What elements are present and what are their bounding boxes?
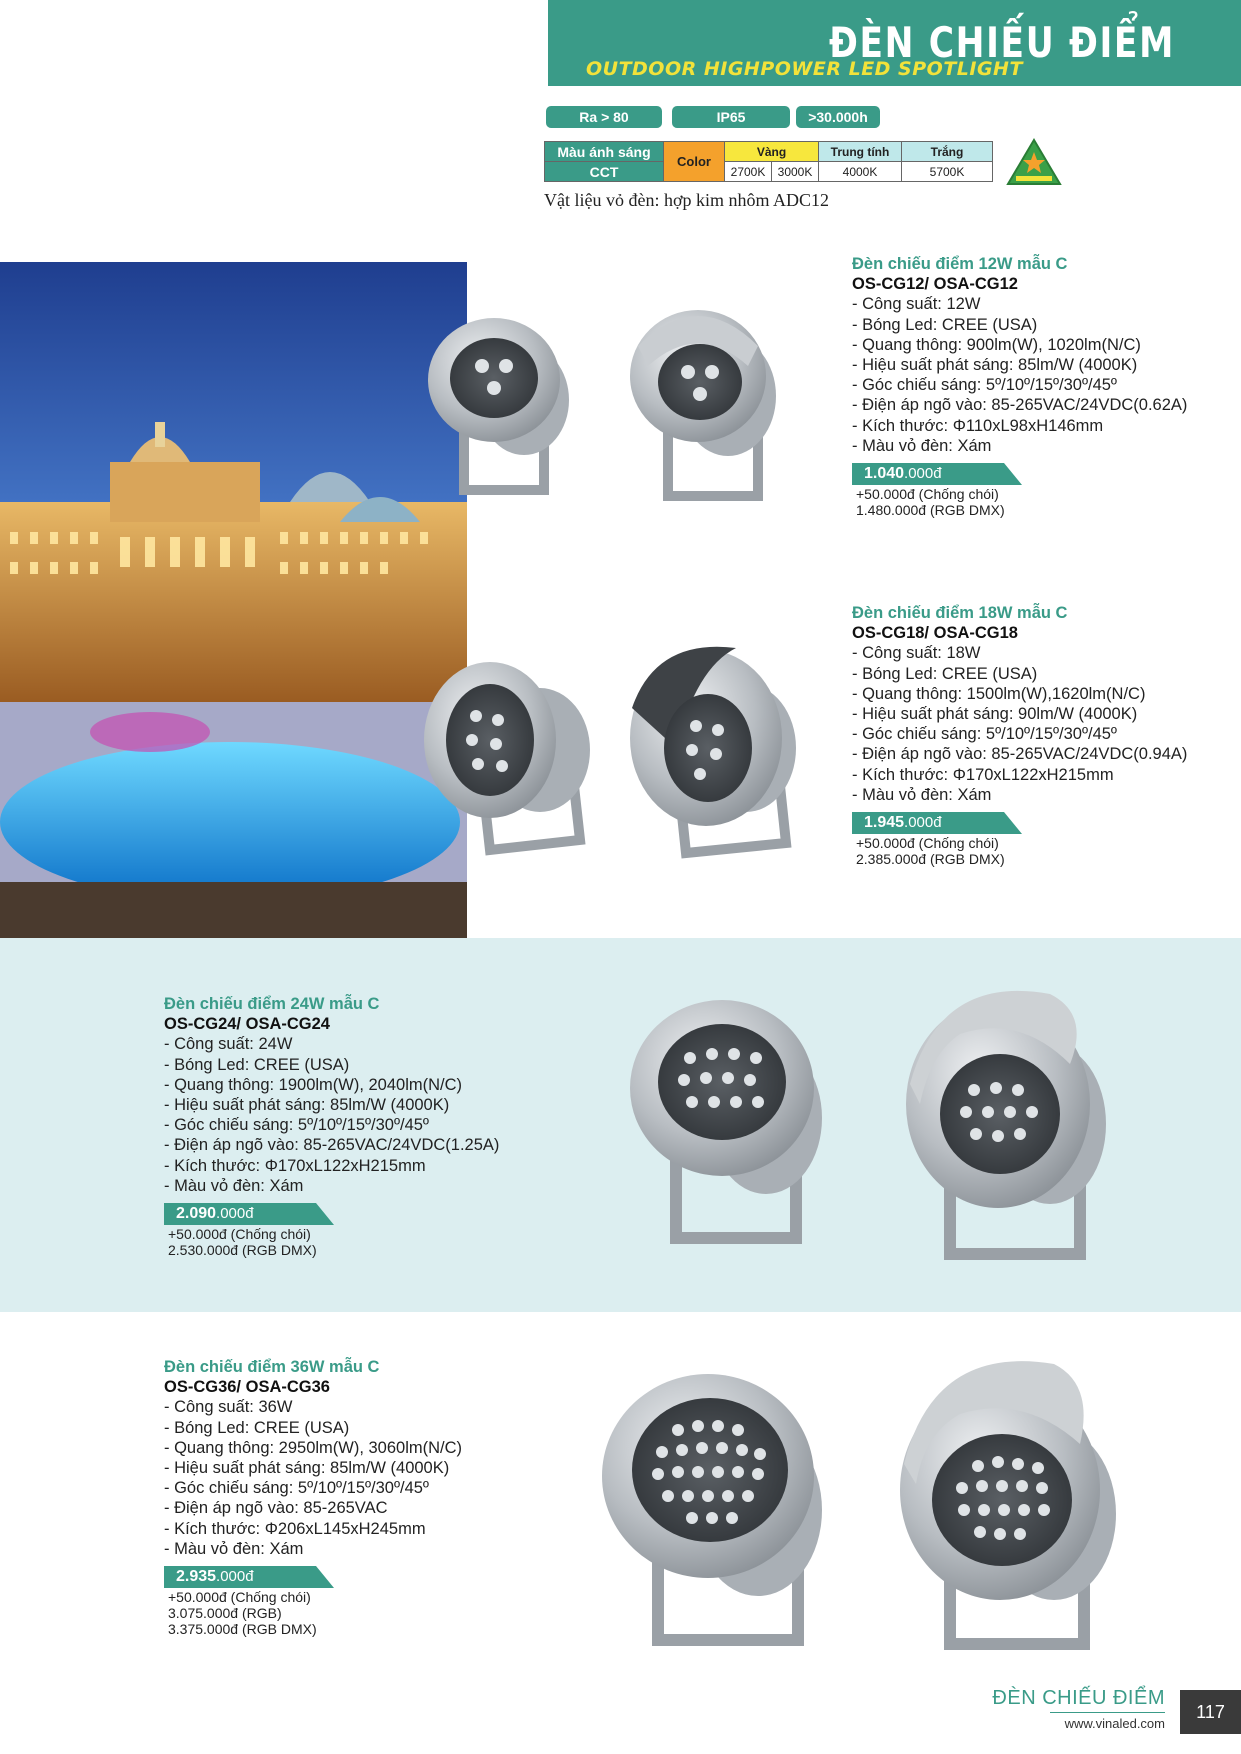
page-subtitle: OUTDOOR HIGHPOWER LED SPOTLIGHT [586,58,1023,80]
footer-title: ĐÈN CHIẾU ĐIỂM [992,1687,1165,1709]
spec-line: - Kích thước: Φ206xL145xH245mm [164,1519,426,1538]
product-title: Đèn chiếu điểm 24W mẫu C [164,995,380,1013]
color-label: Color [664,142,725,182]
certification-icon [1006,138,1062,188]
price: 2.935.000đ [176,1568,254,1586]
option-line: +50.000đ (Chống chói) [856,835,999,852]
price-tag [164,1566,334,1588]
spec-line: - Điện áp ngõ vào: 85-265VAC/24VDC(1.25A) [164,1136,500,1155]
product-code: OS-CG24/ OSA-CG24 [164,1015,330,1034]
price: 1.945.000đ [864,814,942,832]
col-vang: Vàng [725,142,819,162]
resort-photo [0,262,467,938]
cct-5700: 5700K [902,162,993,182]
spec-line: - Quang thông: 2950lm(W), 3060lm(N/C) [164,1438,463,1457]
product-title: Đèn chiếu điểm 36W mẫu C [164,1358,380,1376]
lamp-18w-glare-shield-image [616,628,816,868]
product-title: Đèn chiếu điểm 18W mẫu C [852,604,1068,622]
price-options [168,1589,462,1637]
price-options [856,486,1187,518]
lamp-36w-glare-shield-image [894,1344,1134,1664]
cct-2700: 2700K [725,162,772,182]
option-line: 2.385.000đ (RGB DMX) [856,851,1005,868]
price-tag [852,812,1022,834]
product-36w [164,1357,462,1637]
price-tag [164,1203,334,1225]
option-line: 2.530.000đ (RGB DMX) [168,1242,317,1259]
spec-line: - Công suất: 12W [852,295,981,314]
spec-line: - Bóng Led: CREE (USA) [164,1055,350,1074]
product-title: Đèn chiếu điểm 12W mẫu C [852,255,1068,273]
spec-line: - Điện áp ngõ vào: 85-265VAC/24VDC(0.94A) [852,745,1188,764]
spec-line: - Góc chiếu sáng: 5º/10º/15º/30º/45º [852,725,1117,744]
spec-line: - Công suất: 24W [164,1035,293,1054]
price-options [856,835,1187,867]
option-line: 3.375.000đ (RGB DMX) [168,1621,317,1638]
option-line: +50.000đ (Chống chói) [856,486,999,503]
spec-line: - Công suất: 36W [164,1398,293,1417]
material-note: Vật liệu vỏ đèn: hợp kim nhôm ADC12 [544,190,830,210]
ip-badge: IP65 [672,106,790,128]
option-line: 1.480.000đ (RGB DMX) [856,502,1005,519]
color-table [544,141,993,182]
product-code: OS-CG36/ OSA-CG36 [164,1378,330,1397]
lamp-24w-glare-shield-image [900,974,1120,1274]
footer-divider [1050,1712,1165,1713]
lamp-24w-standard-image [626,988,846,1258]
spec-line: - Điện áp ngõ vào: 85-265VAC/24VDC(0.62A) [852,396,1188,415]
price: 1.040.000đ [864,465,942,483]
cct-label: CCT [545,162,664,182]
product-12w [852,254,1187,518]
price: 2.090.000đ [176,1205,254,1223]
page-title: ĐÈN CHIẾU ĐIỂM [828,18,1175,67]
spec-line: - Bóng Led: CREE (USA) [852,315,1038,334]
spec-line: - Hiệu suất phát sáng: 90lm/W (4000K) [852,705,1138,724]
spec-line: - Màu vỏ đèn: Xám [164,1176,304,1195]
spec-line: - Góc chiếu sáng: 5º/10º/15º/30º/45º [852,376,1117,395]
spec-line: - Bóng Led: CREE (USA) [164,1418,350,1437]
spec-line: - Kích thước: Φ170xL122xH215mm [852,765,1114,784]
spec-line: - Màu vỏ đèn: Xám [852,436,992,455]
price-tag [852,463,1022,485]
cct-3000: 3000K [772,162,819,182]
spec-line: - Quang thông: 900lm(W), 1020lm(N/C) [852,335,1141,354]
lamp-12w-glare-shield-image [618,286,798,516]
spec-line: - Công suất: 18W [852,644,981,663]
spec-line: - Bóng Led: CREE (USA) [852,664,1038,683]
option-line: +50.000đ (Chống chói) [168,1226,311,1243]
spec-line: - Màu vỏ đèn: Xám [164,1539,304,1558]
col-trung-tinh: Trung tính [819,142,902,162]
spec-line: - Góc chiếu sáng: 5º/10º/15º/30º/45º [164,1116,429,1135]
color-table-label: Màu ánh sáng [545,142,664,162]
spec-line: - Quang thông: 1500lm(W),1620lm(N/C) [852,684,1146,703]
product-code: OS-CG12/ OSA-CG12 [852,275,1018,294]
product-24w [164,994,499,1258]
lamp-18w-standard-image [420,640,600,870]
price-options [168,1226,499,1258]
spec-line: - Màu vỏ đèn: Xám [852,785,992,804]
col-trang: Trắng [902,142,993,162]
spec-line: - Hiệu suất phát sáng: 85lm/W (4000K) [164,1096,450,1115]
lifetime-badge: >30.000h [796,106,880,128]
cct-4000: 4000K [819,162,902,182]
page-number: 117 [1180,1690,1241,1734]
product-code: OS-CG18/ OSA-CG18 [852,624,1018,643]
lamp-36w-standard-image [598,1360,858,1660]
spec-line: - Kích thước: Φ110xL98xH146mm [852,416,1104,435]
spec-line: - Điện áp ngõ vào: 85-265VAC [164,1499,388,1518]
spec-line: - Quang thông: 1900lm(W), 2040lm(N/C) [164,1075,463,1094]
footer-url[interactable]: www.vinaled.com [1064,1716,1165,1731]
ra-badge: Ra > 80 [546,106,662,128]
spec-line: - Góc chiếu sáng: 5º/10º/15º/30º/45º [164,1479,429,1498]
product-18w [852,603,1187,867]
spec-line: - Hiệu suất phát sáng: 85lm/W (4000K) [852,356,1138,375]
lamp-12w-standard-image [424,300,594,500]
option-line: 3.075.000đ (RGB) [168,1605,282,1622]
spec-line: - Kích thước: Φ170xL122xH215mm [164,1156,426,1175]
spec-line: - Hiệu suất phát sáng: 85lm/W (4000K) [164,1459,450,1478]
option-line: +50.000đ (Chống chói) [168,1589,311,1606]
